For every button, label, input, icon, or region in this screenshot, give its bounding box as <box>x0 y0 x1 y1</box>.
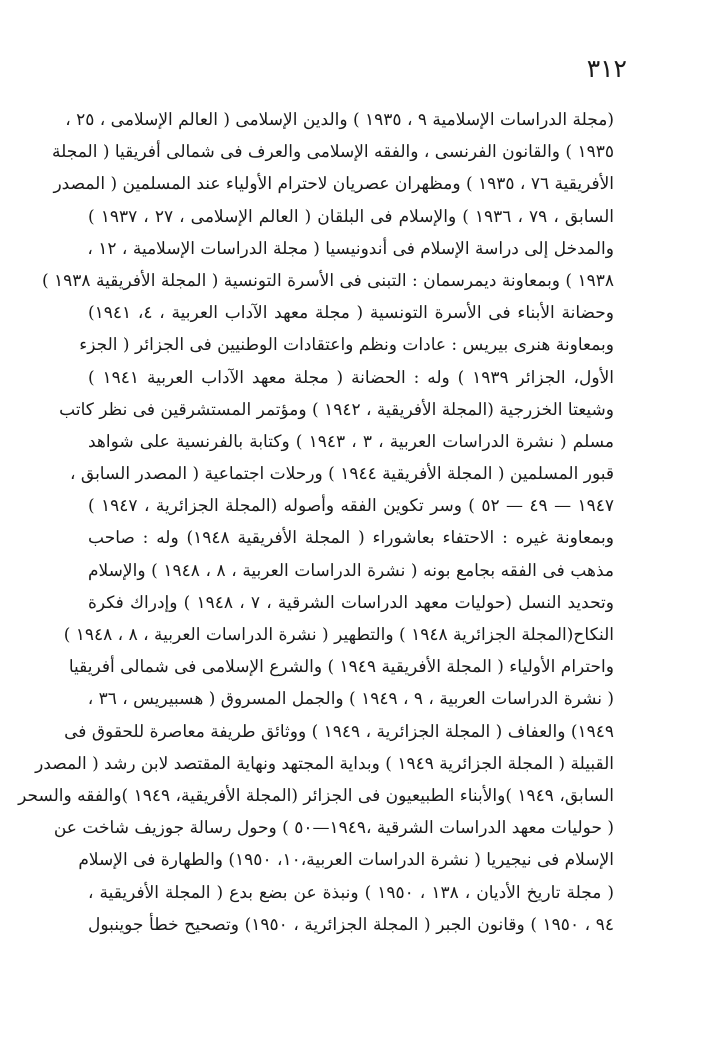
text-line: (مجلة الدراسات الإسلامية ٩ ، ١٩٣٥ ) والدين الإسلامى ( العالم الإسلامى ، ٢٥ ، <box>65 110 614 130</box>
text-line: ١٩٣٨ ) وبمعاونة ديمرسمان : التبنى فى الأسرة التونسية ( المجلة الأفريقية ١٩٣٨ ) <box>41 270 614 291</box>
text-line: وحضانة الأبناء فى الأسرة التونسية ( مجلة معهد الآداب العربية ، ٤، ١٩٤١) <box>88 303 615 324</box>
text-line: واحترام الأولياء ( المجلة الأفريقية ١٩٤٩ ) والشرع الإسلامى فى شمالى أفريقيا <box>68 657 614 678</box>
text-line: وتحديد النسل (حوليات معهد الدراسات الشرقية ، ٧ ، ١٩٤٨ ) وإدراك فكرة <box>88 592 614 613</box>
text-line: قبور المسلمين ( المجلة الأفريقية ١٩٤٤ ) ورحلات اجتماعية ( المصدر السابق ، <box>70 464 614 485</box>
text-line: وشيعتا الخزرجية (المجلة الأفريقية ، ١٩٤٢ ) ومؤتمر المستشرقين فى نظر كاتب <box>59 399 614 420</box>
text-line: والمدخل إلى دراسة الإسلام فى أندونيسيا ( مجلة الدراسات الإسلامية ، ١٢ ، <box>87 238 614 259</box>
page-number: ٣١٢ <box>586 54 627 83</box>
text-line: النكاح(المجلة الجزائرية ١٩٤٨ ) والتطهير ( نشرة الدراسات العربية ، ٨ ، ١٩٤٨ ) <box>63 625 614 645</box>
text-line: الأول، الجزائر ١٩٣٩ ) وله : الحضانة ( مجلة معهد الآداب العربية ١٩٤١ ) <box>88 367 614 388</box>
text-line: ٩٤ ، ١٩٥٠ ) وقانون الجبر ( المجلة الجزائرية ، ١٩٥٠) وتصحيح خطأ جوينبول <box>88 914 615 935</box>
text-line: ( مجلة تاريخ الأديان ، ١٣٨ ، ١٩٥٠ ) ونبذة عن بضع بدع ( المجلة الأفريقية ، <box>88 882 615 903</box>
text-line: مذهب فى الفقه بجامع بونه ( نشرة الدراسات العربية ، ٨ ، ١٩٤٨ ) والإسلام <box>88 560 615 581</box>
text-line: السابق ، ٧٩ ، ١٩٣٦ ) والإسلام فى البلقان ( العالم الإسلامى ، ٢٧ ، ١٩٣٧ ) <box>88 206 615 227</box>
text-line: السابق، ١٩٤٩ )والأبناء الطبيعيون فى الجزائر (المجلة الأفريقية، ١٩٤٩ )والفقه والسحر <box>18 785 614 806</box>
text-line: مسلم ( نشرة الدراسات العربية ، ٣ ، ١٩٤٣ ) وكتابة بالفرنسية على شواهد <box>88 431 614 452</box>
text-line: الأفريقية ٧٦ ، ١٩٣٥ ) ومظهران عصريان لاحترام الأولياء عند المسلمين ( المصدر <box>53 174 614 195</box>
text-line: الإسلام فى نيجيريا ( نشرة الدراسات العربية،١٠، ١٩٥٠) والطهارة فى الإسلام <box>78 850 614 871</box>
text-line: وبمعاونة غيره : الاحتفاء بعاشوراء ( المجلة الأفريقية ١٩٤٨) وله : صاحب <box>88 528 614 549</box>
text-line: ( حوليات معهد الدراسات الشرقية ،١٩٤٩—٥٠ ) وحول رسالة جوزيف شاخت عن <box>53 818 614 839</box>
text-line: القبيلة ( المجلة الجزائرية ١٩٤٩ ) وبداية المجتهد ونهاية المقتصد لابن رشد ( المصدر <box>35 753 614 774</box>
body-text <box>18 104 615 941</box>
text-line: ١٩٤٧ — ٤٩ — ٥٢ ) وسر تكوين الفقه وأصوله (المجلة الجزائرية ، ١٩٤٧ ) <box>88 496 614 517</box>
text-line: وبمعاونة هنرى بيريس : عادات ونظم واعتقادات الوطنيين فى الجزائر ( الجزء <box>79 335 614 356</box>
text-line: ( نشرة الدراسات العربية ، ٩ ، ١٩٤٩ ) والجمل المسروق ( هسبيريس ، ٣٦ ، <box>87 689 614 710</box>
text-line: ١٩٤٩) والعفاف ( المجلة الجزائرية ، ١٩٤٩ ) ووثائق طريفة معاصرة للحقوق فى <box>64 721 614 742</box>
text-line: ١٩٣٥ ) والقانون الفرنسى ، والفقه الإسلامى والعرف فى شمالى أفريقيا ( المجلة <box>51 142 614 163</box>
